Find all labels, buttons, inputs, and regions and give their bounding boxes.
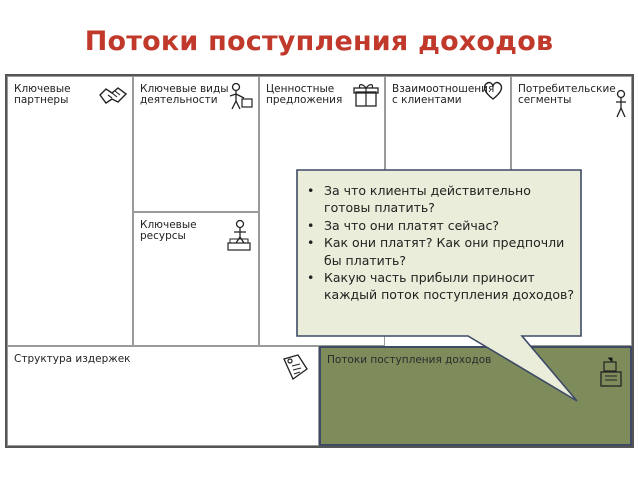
key-activities-label: Ключевые виды деятельности: [140, 83, 229, 106]
customer-segments-label: Потребительские сегменты: [518, 83, 616, 106]
question-list: [306, 182, 574, 304]
key-partners-label: Ключевые партнеры: [14, 83, 71, 106]
key-resources-label: Ключевые ресурсы: [140, 219, 197, 242]
question-item: • Какую часть прибыли приносит каждый поток поступления доходов?: [306, 269, 574, 304]
value-propositions-label: Ценностные предложения: [266, 83, 343, 106]
question-item: • За что клиенты действительно готовы платить?: [306, 182, 574, 217]
revenue-streams-label: Потоки поступления доходов: [327, 354, 492, 366]
callout-text: [306, 182, 574, 304]
question-item: • Как они платят? Как они предпочли бы платить?: [306, 234, 574, 269]
page-title: Потоки поступления доходов: [84, 26, 554, 57]
question-item: • За что они платят сейчас?: [306, 217, 574, 234]
cost-structure-label: Структура издержек: [14, 353, 131, 365]
customer-relationships-label: Взаимоотношения с клиентами: [392, 83, 495, 106]
